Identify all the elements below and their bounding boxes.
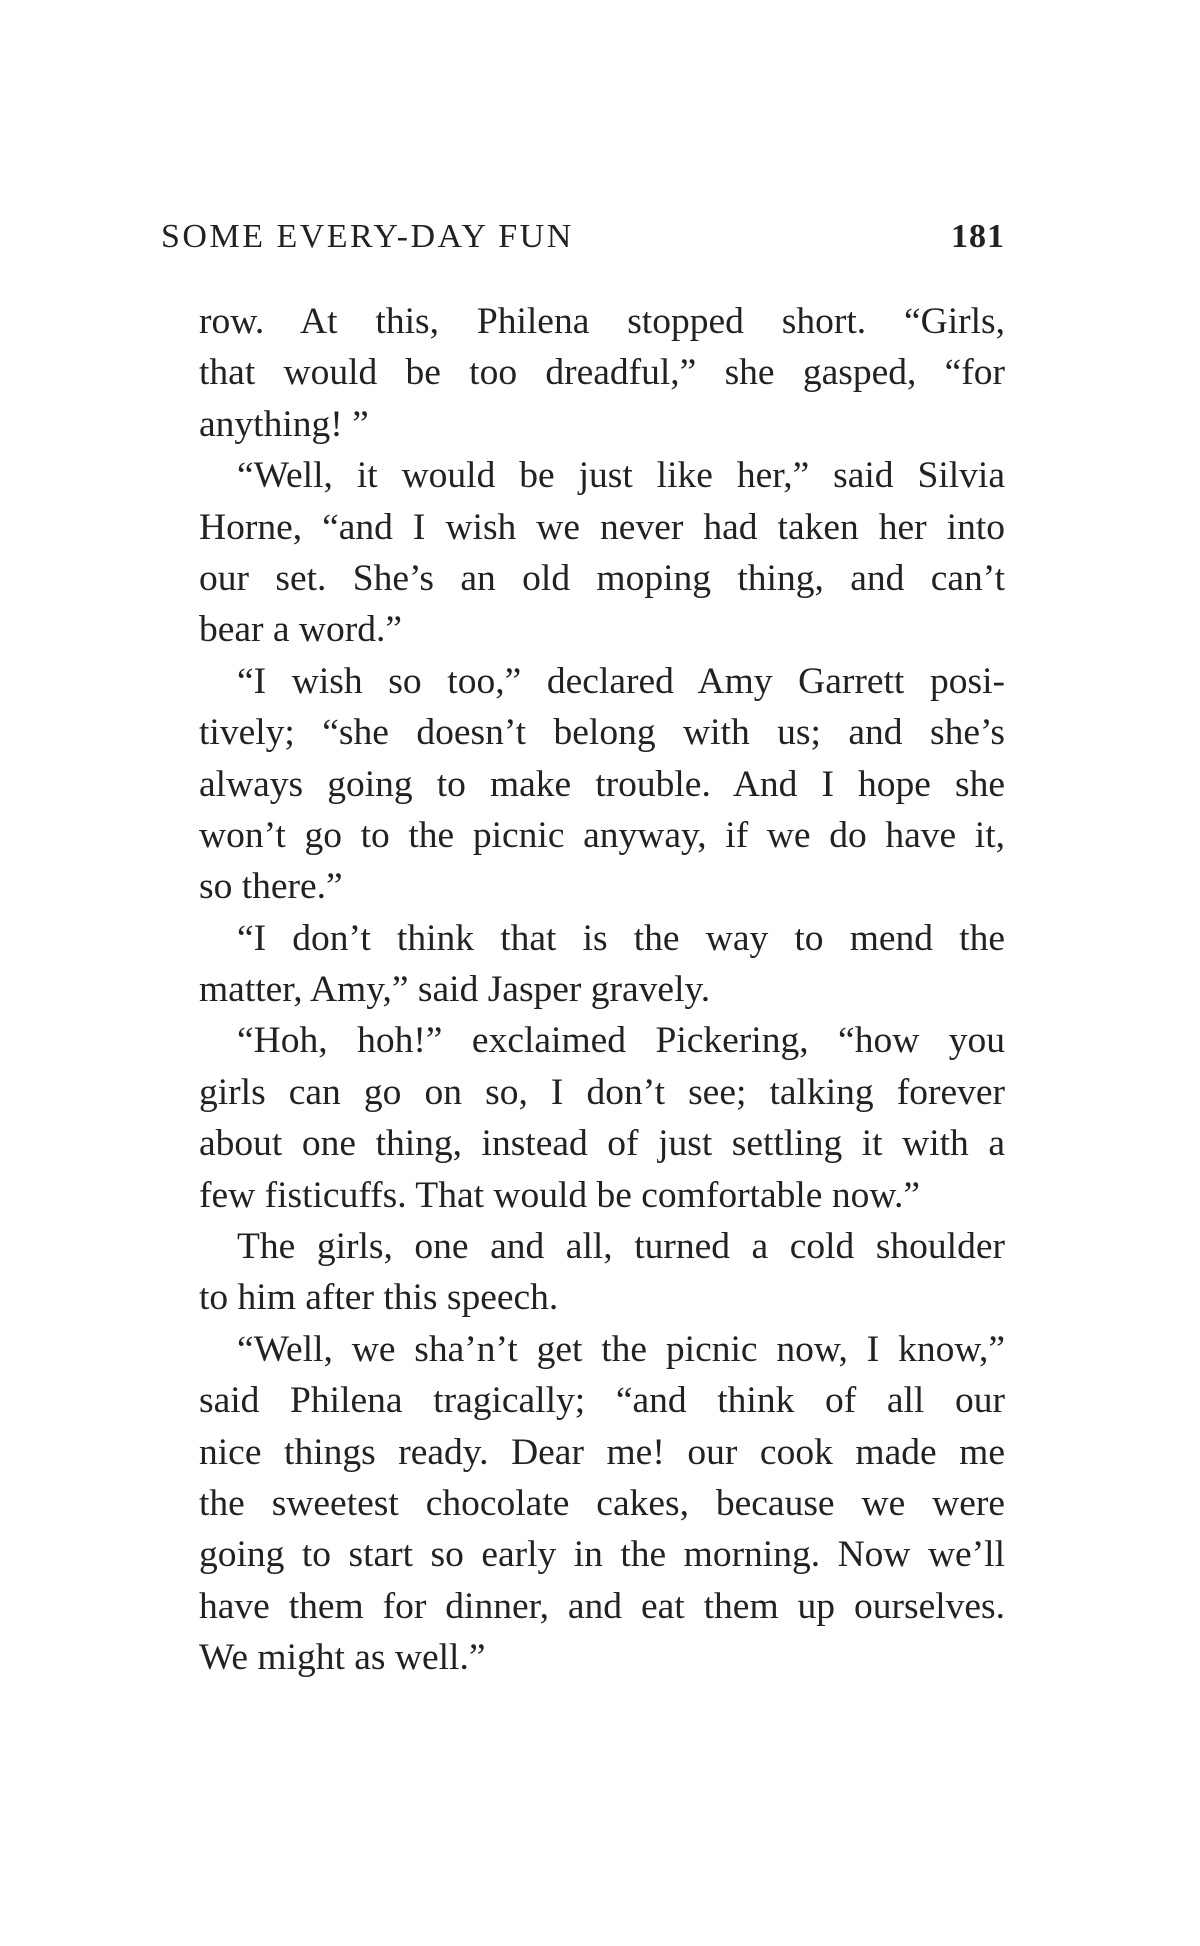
text-line: girls can go on so, I don’t see; talking forever [199,1071,1005,1113]
text-line: about one thing, instead of just settling it with a [199,1123,1005,1165]
text-line: “I wish so too,” declared Amy Garrett posi- [237,660,1005,702]
text-line: row. At this, Philena stopped short. “Girls, [199,301,1005,342]
text-line: have them for dinner, and eat them up ourselves. [199,1585,1005,1627]
text-line: our set. She’s an old moping thing, and can’t [199,557,1005,599]
paragraph [161,1221,1005,1324]
text-line: “Well, we sha’n’t get the picnic now, I know,” [237,1328,1005,1370]
running-header [161,212,1005,262]
paragraph [161,1015,1005,1221]
text-line: the sweetest chocolate cakes, because we were [199,1482,1005,1524]
paragraph [161,450,1005,656]
text-line: Horne, “and I wish we never had taken her into [199,506,1005,548]
text-line: to him after this speech. [199,1277,559,1319]
text-line: said Philena tragically; “and think of all our [199,1380,1005,1422]
body-text [161,296,1005,1684]
paragraph [161,296,1005,450]
text-line: bear a word.” [199,609,403,651]
text-line: that would be too dreadful,” she gasped, “for [199,352,1005,394]
text-line: few fisticuffs. That would be comfortable now.” [199,1174,920,1216]
page-number: 181 [951,218,1005,255]
text-line: The girls, one and all, turned a cold shoulder [237,1226,1005,1268]
text-line: going to start so early in the morning. Now we’ll [199,1534,1005,1576]
text-line: nice things ready. Dear me! our cook made me [199,1431,1005,1473]
text-line: won’t go to the picnic anyway, if we do have it, [199,814,1005,856]
paragraph [161,656,1005,913]
text-line: so there.” [199,866,343,908]
text-line: always going to make trouble. And I hope she [199,763,1005,805]
paragraph [161,1324,1005,1684]
text-line: tively; “she doesn’t belong with us; and she’s [199,712,1005,754]
text-line: “I don’t think that is the way to mend the [237,917,1005,959]
text-line: matter, Amy,” said Jasper gravely. [199,969,711,1011]
text-line: We might as well.” [199,1637,486,1679]
text-line: “Hoh, hoh!” exclaimed Pickering, “how you [237,1020,1005,1062]
paragraph [161,913,1005,1016]
running-title: SOME EVERY-DAY FUN [161,218,574,255]
text-line: anything! ” [199,403,369,445]
text-line: “Well, it would be just like her,” said Silvia [237,455,1005,497]
